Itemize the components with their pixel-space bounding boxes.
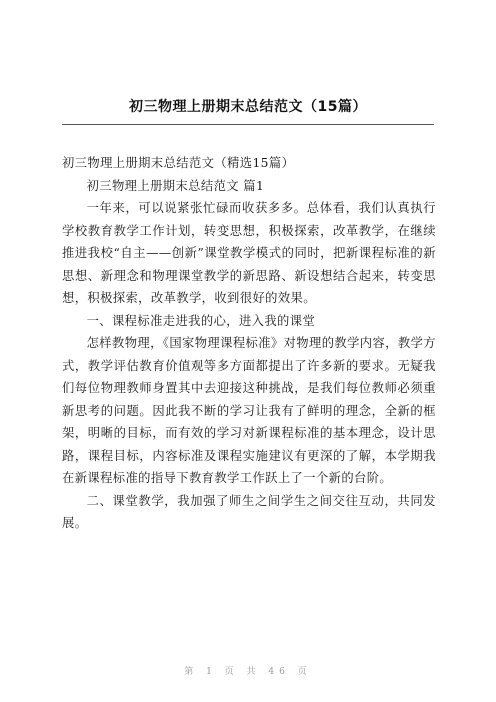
document-title: 初三物理上册期末总结范文（15篇） — [129, 99, 367, 115]
title-divider — [62, 124, 434, 125]
document-body — [62, 152, 436, 535]
body-paragraph: 怎样教物理，《国家物理课程标准》对物理的教学内容，教学方式，教学评估教育价值观等多方面都提出了许多新的要求。无疑我们每位物理教师身置其中去迎接这种挑战，是我们每位教师必须重新思考的问题。因此我不断的学习让我有了鲜明的理念，全新的框架，明晰的目标，而有效的学习对新课程标准的基本理念，设计思路，课程目标，内容标准及课程实施建议有更深的了解，本学期我在新课程标准的指导下教育教学工作跃上了一个新的台阶。 — [62, 336, 436, 485]
body-paragraph: 一年来，可以说紧张忙碌而收获多多。总体看，我们认真执行学校教育教学工作计划，转变思想，积极探索，改革教学，在继续推进我校“自主——创新”课堂教学模式的同时，把新课程标准的新思想、新理念和物理课堂教学的新思路、新设想结合起来，转变思想，积极探索，改革教学，收到很好的效果。 — [62, 201, 436, 305]
subtitle-paragraph: 初三物理上册期末总结范文（精选15篇） — [62, 156, 295, 170]
page-footer: 第 1 页 共 46 页 — [184, 667, 312, 677]
section-heading: 初三物理上册期末总结范文 篇1 — [86, 178, 265, 193]
section-heading: 二、课堂教学，我加强了师生之间学生之间交往互动，共同发展。 — [62, 493, 436, 530]
section-heading: 一、课程标准走进我的心，进入我的课堂 — [86, 313, 316, 328]
